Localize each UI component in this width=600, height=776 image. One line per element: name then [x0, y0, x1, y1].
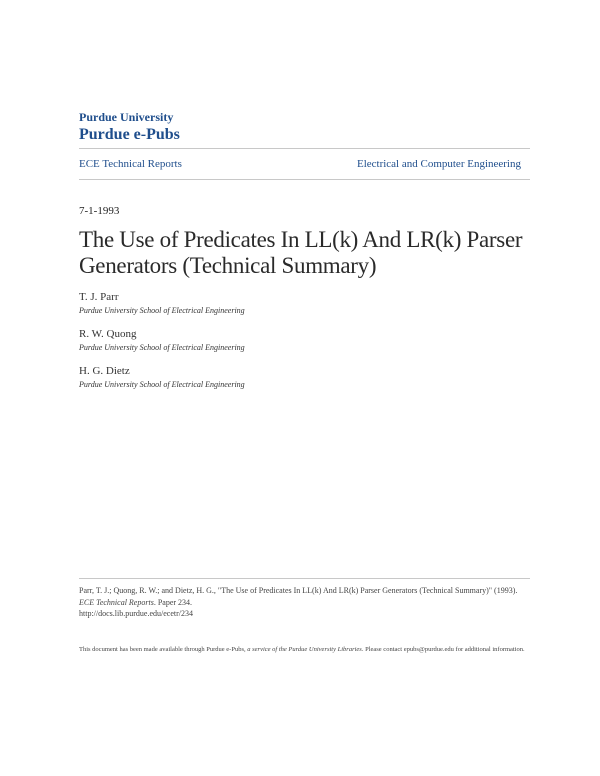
author-name: T. J. Parr	[79, 291, 119, 303]
series-link-electrical-computer-engineering[interactable]: Electrical and Computer Engineering	[356, 158, 521, 170]
availability-notice	[79, 645, 530, 655]
publication-date: 7-1-1993	[79, 205, 120, 217]
citation-block	[79, 585, 530, 620]
author-entry	[79, 327, 245, 353]
author-entry	[79, 290, 245, 316]
repository-header	[79, 110, 180, 145]
citation-series: ECE Technical Reports	[79, 597, 154, 607]
notice-service: a service of the Purdue University Libraries	[247, 646, 362, 653]
divider-footer	[79, 578, 530, 579]
citation-text: Parr, T. J.; Quong, R. W.; and Dietz, H. G., "The Use of Predicates In LL(k) And LR(k) Parser Generators (Technical Summary)" (1993).	[79, 586, 518, 595]
citation-url-link[interactable]: http://docs.lib.purdue.edu/ecetr/234	[79, 609, 193, 618]
divider-top	[79, 148, 530, 149]
author-entry	[79, 364, 245, 390]
document-title: The Use of Predicates In LL(k) And LR(k) Parser Generators (Technical Summary)	[79, 227, 523, 278]
author-affiliation: Purdue University School of Electrical Engineering	[79, 343, 245, 352]
author-name: H. G. Dietz	[79, 365, 130, 377]
repository-name[interactable]: Purdue e-Pubs	[79, 126, 180, 143]
notice-text: This document has been made available through Purdue e-Pubs,	[79, 646, 248, 653]
institution-name[interactable]: Purdue University	[79, 110, 174, 124]
author-name: R. W. Quong	[79, 328, 137, 340]
citation-paper-number: . Paper 234.	[153, 597, 193, 607]
divider-middle	[79, 179, 530, 180]
series-link-ece-technical-reports[interactable]: ECE Technical Reports	[79, 158, 182, 170]
author-affiliation: Purdue University School of Electrical Engineering	[79, 380, 245, 389]
notice-contact: . Please contact epubs@purdue.edu for additional information.	[361, 646, 525, 653]
author-affiliation: Purdue University School of Electrical Engineering	[79, 306, 245, 315]
